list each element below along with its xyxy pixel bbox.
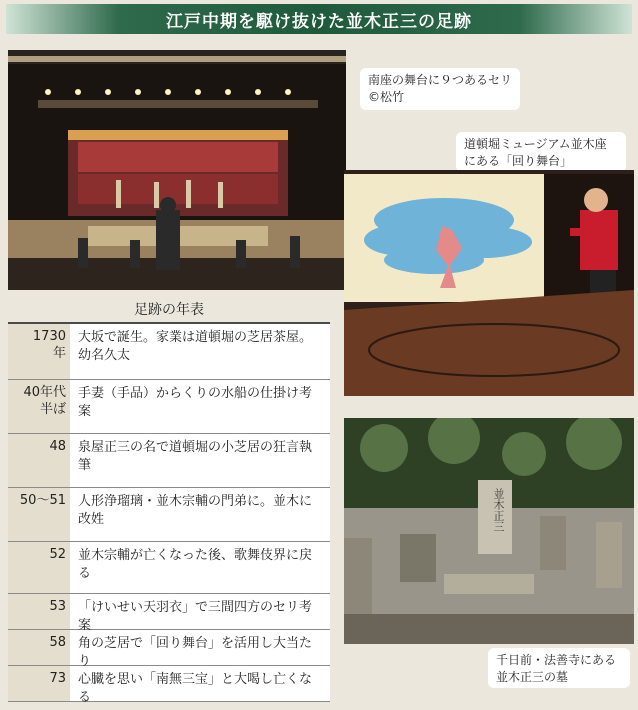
grave-photo-caption: 千日前・法善寺にある 並木正三の墓 [488, 648, 630, 688]
museum-photo-caption: 道頓堀ミュージアム並木座 にある「回り舞台」 [456, 132, 626, 172]
stage-photo-caption: 南座の舞台に９つあるセリ ©松竹 [360, 68, 520, 110]
timeline-event: 大坂で誕生。家業は道頓堀の芝居茶屋。幼名久太 [78, 330, 313, 363]
revolving-stage-illustration [344, 170, 634, 396]
timeline-year: 53 [8, 594, 70, 629]
timeline-event: 角の芝居で「回り舞台」を活用し大当たり [78, 636, 313, 669]
timeline-row [8, 380, 330, 434]
timeline-year: 52 [8, 542, 70, 593]
timeline-year: 73 [8, 666, 70, 701]
timeline-row [8, 542, 330, 594]
timeline-year: 1730 年 [8, 324, 70, 379]
timeline-row [8, 666, 330, 705]
timeline-event: 心臓を思い「南無三宝」と大喝し亡くなる [78, 672, 313, 705]
timeline-row [8, 488, 330, 542]
theater-stage-illustration [8, 50, 346, 290]
timeline-row [8, 630, 330, 669]
timeline-heading: 足跡の年表 [134, 302, 204, 318]
timeline-event: 並木宗輔が亡くなった後、歌舞伎界に戻る [78, 548, 313, 581]
timeline-event: 「けいせい天羽衣」で三間四方のセリ考案 [78, 600, 313, 633]
headline-banner: 江戸中期を駆け抜けた並木正三の足跡 [6, 4, 632, 34]
timeline-event: 人形浄瑠璃・並木宗輔の門弟に。並木に改姓 [78, 494, 313, 527]
timeline-event: 手妻（手品）からくりの水船の仕掛け考案 [78, 386, 313, 419]
timeline-row [8, 434, 330, 488]
timeline-table [8, 322, 330, 705]
timeline-year: 40年代 半ば [8, 380, 70, 433]
timeline-event: 泉屋正三の名で道頓堀の小芝居の狂言執筆 [78, 440, 313, 473]
timeline-row [8, 594, 330, 633]
theater-stage-photo [8, 50, 346, 290]
grave-photo [344, 418, 634, 644]
timeline-year: 48 [8, 434, 70, 487]
timeline-year: 50～51 [8, 488, 70, 541]
timeline-row [8, 324, 330, 380]
timeline-year: 58 [8, 630, 70, 665]
grave-inscription: 並木正三 [492, 488, 505, 532]
revolving-stage-photo [344, 170, 634, 396]
